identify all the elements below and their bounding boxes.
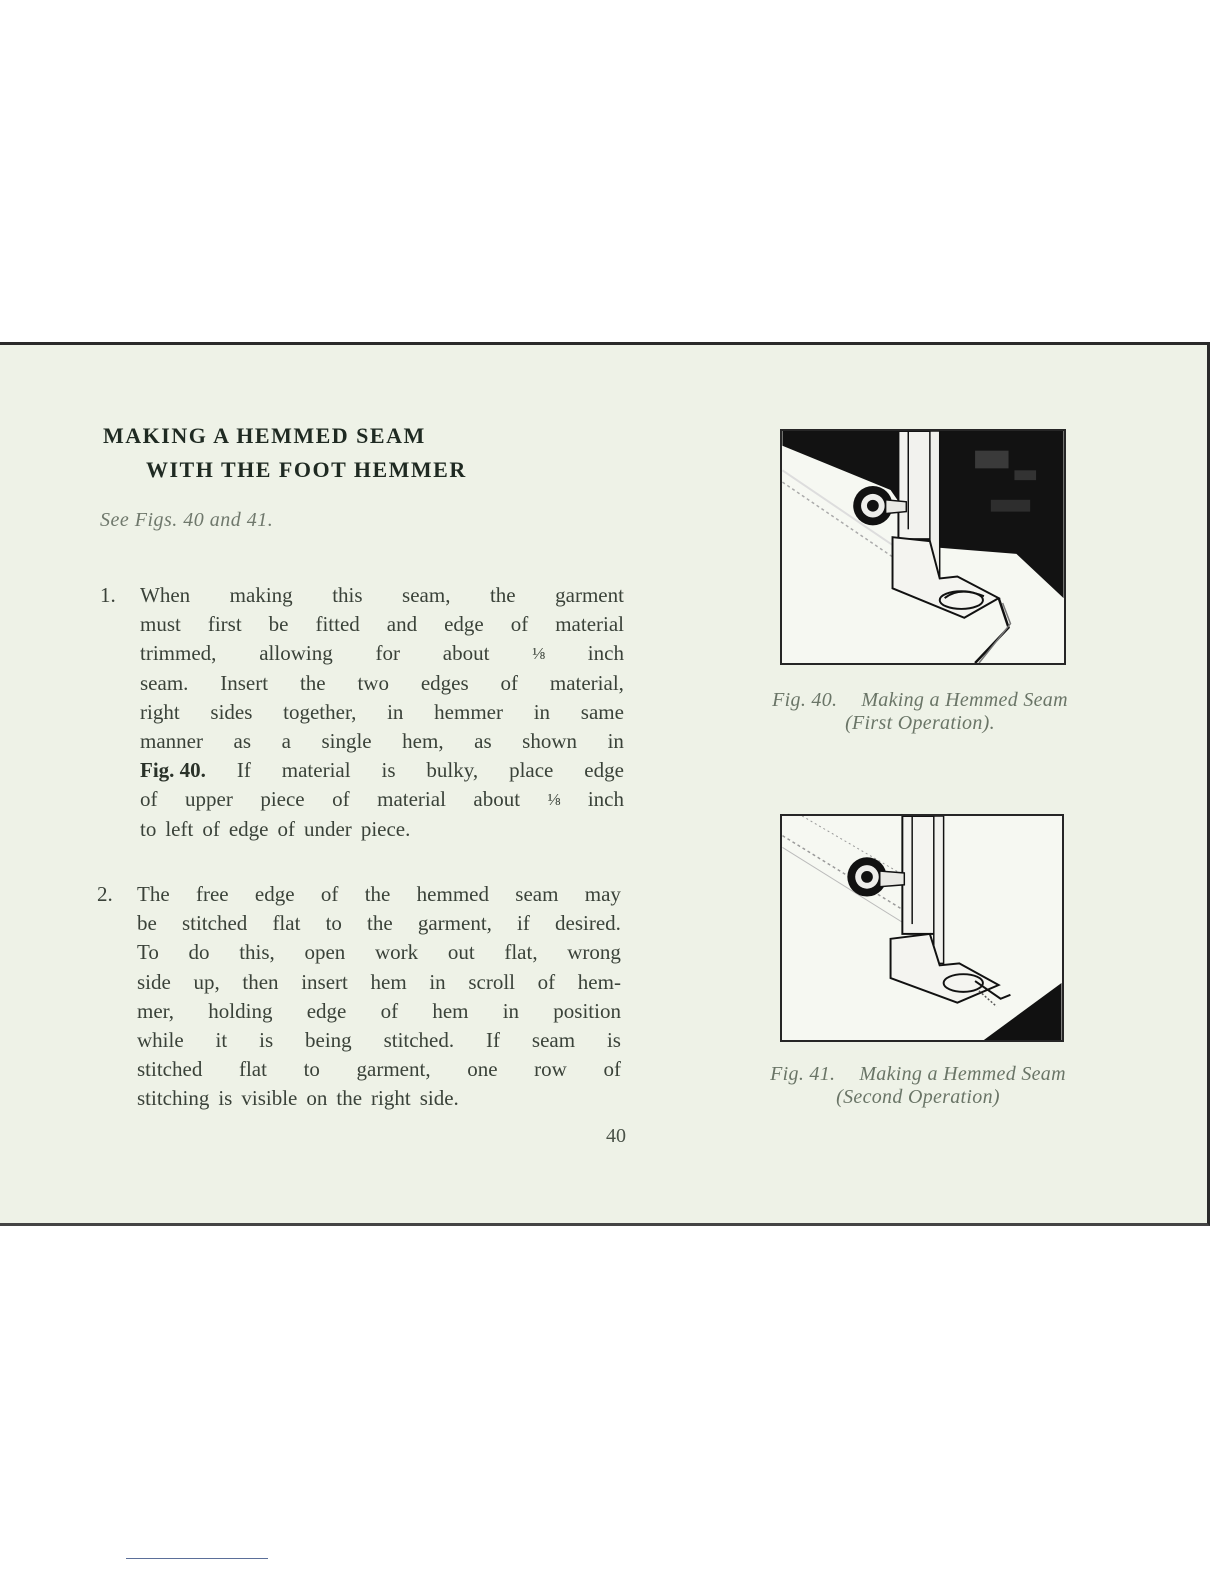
step-number: 1.: [100, 583, 116, 607]
text-line: [140, 581, 624, 610]
word: right: [140, 699, 180, 724]
word: flat: [272, 911, 301, 936]
word: hemmed: [416, 882, 489, 906]
word: seam,: [402, 583, 451, 607]
word: making: [229, 583, 293, 607]
word: hem-: [577, 969, 621, 994]
word: stitched.: [383, 1027, 455, 1052]
text-line: [140, 610, 624, 639]
hemmer-foot-first-operation-image: [782, 431, 1064, 663]
word: if: [517, 911, 530, 936]
word: edges: [420, 670, 469, 695]
word: this,: [239, 940, 275, 965]
word: holding: [208, 998, 273, 1023]
word: shown: [522, 728, 578, 753]
word: inch: [587, 787, 624, 812]
word: seam: [515, 882, 559, 906]
word: of: [277, 816, 295, 841]
word: together,: [283, 699, 357, 724]
word: piece.: [360, 816, 411, 841]
figure-41-number: Fig. 41.: [770, 1063, 836, 1085]
word: stitched: [181, 911, 248, 936]
word: Insert: [220, 670, 269, 695]
word: hemmer: [434, 699, 503, 724]
word: one: [467, 1057, 498, 1082]
text-line: [137, 1055, 621, 1084]
word: to: [140, 816, 157, 841]
word: position: [553, 998, 621, 1023]
word: the: [336, 1086, 363, 1111]
word: ⅛: [547, 790, 561, 810]
word: seam: [531, 1027, 576, 1052]
word: two: [357, 670, 389, 695]
word: may: [584, 882, 621, 906]
page-number: 40: [606, 1125, 626, 1147]
word: free: [195, 882, 229, 906]
word: of: [500, 670, 519, 695]
word: while: [137, 1027, 184, 1052]
word: open: [304, 940, 346, 965]
word: piece: [260, 787, 305, 812]
word: a: [281, 728, 291, 753]
step-1-text: [140, 581, 624, 844]
figure-41-subtitle: (Second Operation): [836, 1086, 1000, 1108]
word: scroll: [468, 969, 515, 994]
word: of: [380, 998, 399, 1023]
text-line: [137, 880, 621, 909]
step-2-text: [137, 880, 621, 1114]
word: edge: [228, 816, 269, 841]
word: must: [140, 612, 181, 637]
figure-40-title: Making a Hemmed Seam: [861, 689, 1068, 711]
word: wrong: [567, 940, 621, 965]
word: The: [137, 882, 170, 906]
word: and: [386, 612, 418, 637]
word: about: [473, 787, 521, 812]
word: the: [299, 670, 326, 695]
word: the: [364, 882, 391, 906]
word: seam.: [140, 670, 189, 695]
section-heading-line-1: MAKING A HEMMED SEAM: [103, 423, 426, 448]
word: hem: [370, 969, 407, 994]
word: hem: [432, 998, 469, 1023]
word: edge: [584, 758, 624, 783]
word: work: [374, 940, 419, 965]
word: left: [165, 816, 194, 841]
word: the: [489, 583, 516, 607]
word: ⅛: [532, 644, 545, 664]
text-line: [137, 1026, 621, 1055]
word: be: [268, 612, 289, 637]
word: row: [534, 1057, 567, 1082]
word: under: [303, 816, 352, 841]
word: desired.: [555, 911, 621, 936]
word: of: [320, 882, 339, 906]
word: flat,: [504, 940, 538, 965]
word: mer,: [137, 998, 175, 1023]
word: as: [474, 728, 492, 753]
figure-41-title: Making a Hemmed Seam: [859, 1063, 1066, 1085]
text-line: [140, 669, 624, 698]
word: place: [509, 758, 554, 783]
word: same: [580, 699, 624, 724]
word: about: [442, 641, 490, 666]
word: on: [306, 1086, 328, 1111]
figure-40-illustration: [780, 429, 1066, 665]
word: is: [259, 1027, 274, 1052]
text-line: [137, 968, 621, 997]
manual-page: [0, 342, 1210, 1226]
text-line: [140, 727, 624, 756]
word: material: [281, 758, 351, 783]
word: edge: [444, 612, 484, 637]
word: stitched: [137, 1057, 203, 1082]
word: material: [555, 612, 624, 637]
word: it: [215, 1027, 228, 1052]
word: is: [381, 758, 396, 783]
word: trimmed,: [140, 641, 217, 666]
section-heading-line-2: WITH THE FOOT HEMMER: [146, 457, 467, 482]
word: To: [137, 940, 159, 965]
word: in: [429, 969, 446, 994]
word: edge: [306, 998, 347, 1023]
word: edge: [254, 882, 295, 906]
word: Fig. 40.: [140, 758, 206, 783]
word: then: [242, 969, 279, 994]
word: out: [447, 940, 475, 965]
word: insert: [301, 969, 348, 994]
step-number: 2.: [97, 882, 113, 906]
word: visible: [241, 1086, 298, 1111]
word: of: [140, 787, 158, 812]
word: of: [537, 969, 556, 994]
footer-rule: [126, 1558, 268, 1559]
word: this: [332, 583, 363, 607]
word: upper: [185, 787, 233, 812]
word: side: [137, 969, 171, 994]
word: stitching: [137, 1086, 210, 1111]
word: in: [533, 699, 551, 724]
figure-reference: See Figs. 40 and 41.: [100, 509, 274, 531]
word: bulky,: [426, 758, 479, 783]
word: If: [236, 758, 251, 783]
word: If: [486, 1027, 501, 1052]
figure-40-subtitle: (First Operation).: [845, 712, 995, 734]
text-line: [140, 639, 624, 668]
word: side.: [419, 1086, 459, 1111]
word: in: [387, 699, 404, 724]
word: garment: [555, 583, 624, 607]
text-line: [140, 756, 624, 785]
word: of: [510, 612, 529, 637]
word: in: [502, 998, 520, 1023]
word: inch: [587, 641, 624, 666]
text-line: [140, 698, 624, 727]
word: of: [603, 1057, 621, 1082]
word: hem,: [402, 728, 444, 753]
word: of: [202, 816, 220, 841]
word: for: [375, 641, 400, 666]
word: material,: [549, 670, 624, 695]
figure-40-caption: [730, 689, 1110, 735]
word: being: [305, 1027, 352, 1052]
hemmer-foot-second-operation-image: [782, 816, 1062, 1040]
word: right: [371, 1086, 411, 1111]
word: single: [321, 728, 372, 753]
word: do: [188, 940, 210, 965]
word: first: [207, 612, 242, 637]
word: garment,: [356, 1057, 431, 1082]
text-line: [137, 909, 621, 938]
text-line: [140, 815, 624, 844]
word: When: [140, 583, 191, 607]
word: is: [606, 1027, 621, 1052]
word: is: [218, 1086, 233, 1111]
word: as: [233, 728, 252, 753]
word: manner: [140, 728, 203, 753]
word: garment,: [417, 911, 492, 936]
word: sides: [210, 699, 253, 724]
word: the: [367, 911, 393, 936]
text-line: [137, 1084, 621, 1113]
word: in: [607, 728, 624, 753]
figure-41-illustration: [780, 814, 1064, 1042]
text-line: [140, 785, 624, 814]
text-line: [137, 938, 621, 967]
word: fitted: [315, 612, 360, 637]
word: material: [377, 787, 446, 812]
word: up,: [193, 969, 220, 994]
word: of: [332, 787, 350, 812]
figure-40-number: Fig. 40.: [772, 689, 838, 711]
word: allowing: [259, 641, 333, 666]
word: flat: [238, 1057, 267, 1082]
word: be: [137, 911, 157, 936]
text-line: [137, 997, 621, 1026]
figure-41-caption: [726, 1063, 1110, 1109]
word: to: [303, 1057, 320, 1082]
word: to: [325, 911, 342, 936]
